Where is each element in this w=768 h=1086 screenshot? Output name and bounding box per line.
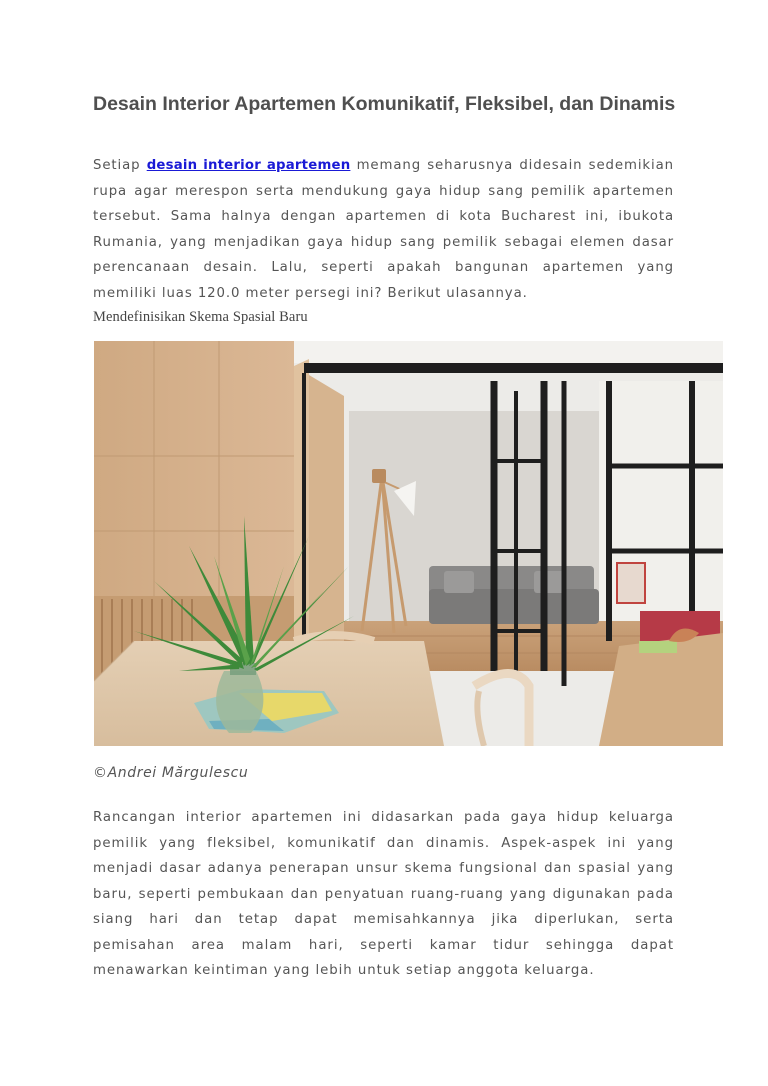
apartment-interior-illustration (94, 341, 723, 746)
intro-text-after-link: memang seharusnya didesain sedemikian rupa agar merespon serta mendukung gaya hidup sang pemilik apartemen tersebut. Sama halnya dengan apartemen di kota Bucharest ini, ibukota Rumania, yang menjadikan gaya hidup sang pemilik sebagai elemen dasar perencanaan desain. Lalu, seperti apakah bangunan apartemen yang memiliki luas 120.0 meter persegi ini? Berikut ulasannya. (93, 158, 674, 301)
body-paragraph: Rancangan interior apartemen ini didasarkan pada gaya hidup keluarga pemilik yang fleksibel, komunikatif dan dinamis. Aspek-aspek ini yang menjadi dasar adanya penerapan unsur skema fungsional dan spasial yang baru, seperti pembukaan dan penyatuan ruang-ruang yang digunakan pada siang hari dan tetap dapat memisahkannya jika diperlukan, serta pemisahan area malam hari, seperti kamar tidur sehingga dapat menawarkan keintiman yang lebih untuk setiap anggota keluarga. (93, 810, 674, 978)
section-subheading: Mendefinisikan Skema Spasial Baru (93, 309, 308, 325)
intro-paragraph (93, 153, 674, 306)
interior-design-link[interactable]: desain interior apartemen (146, 158, 351, 173)
article-title: Desain Interior Apartemen Komunikatif, Fleksibel, dan Dinamis (93, 93, 676, 115)
intro-text-before-link: Setiap (93, 158, 147, 173)
photo-credit: ©Andrei Mărgulescu (93, 765, 249, 781)
apartment-interior-photo (94, 341, 723, 746)
